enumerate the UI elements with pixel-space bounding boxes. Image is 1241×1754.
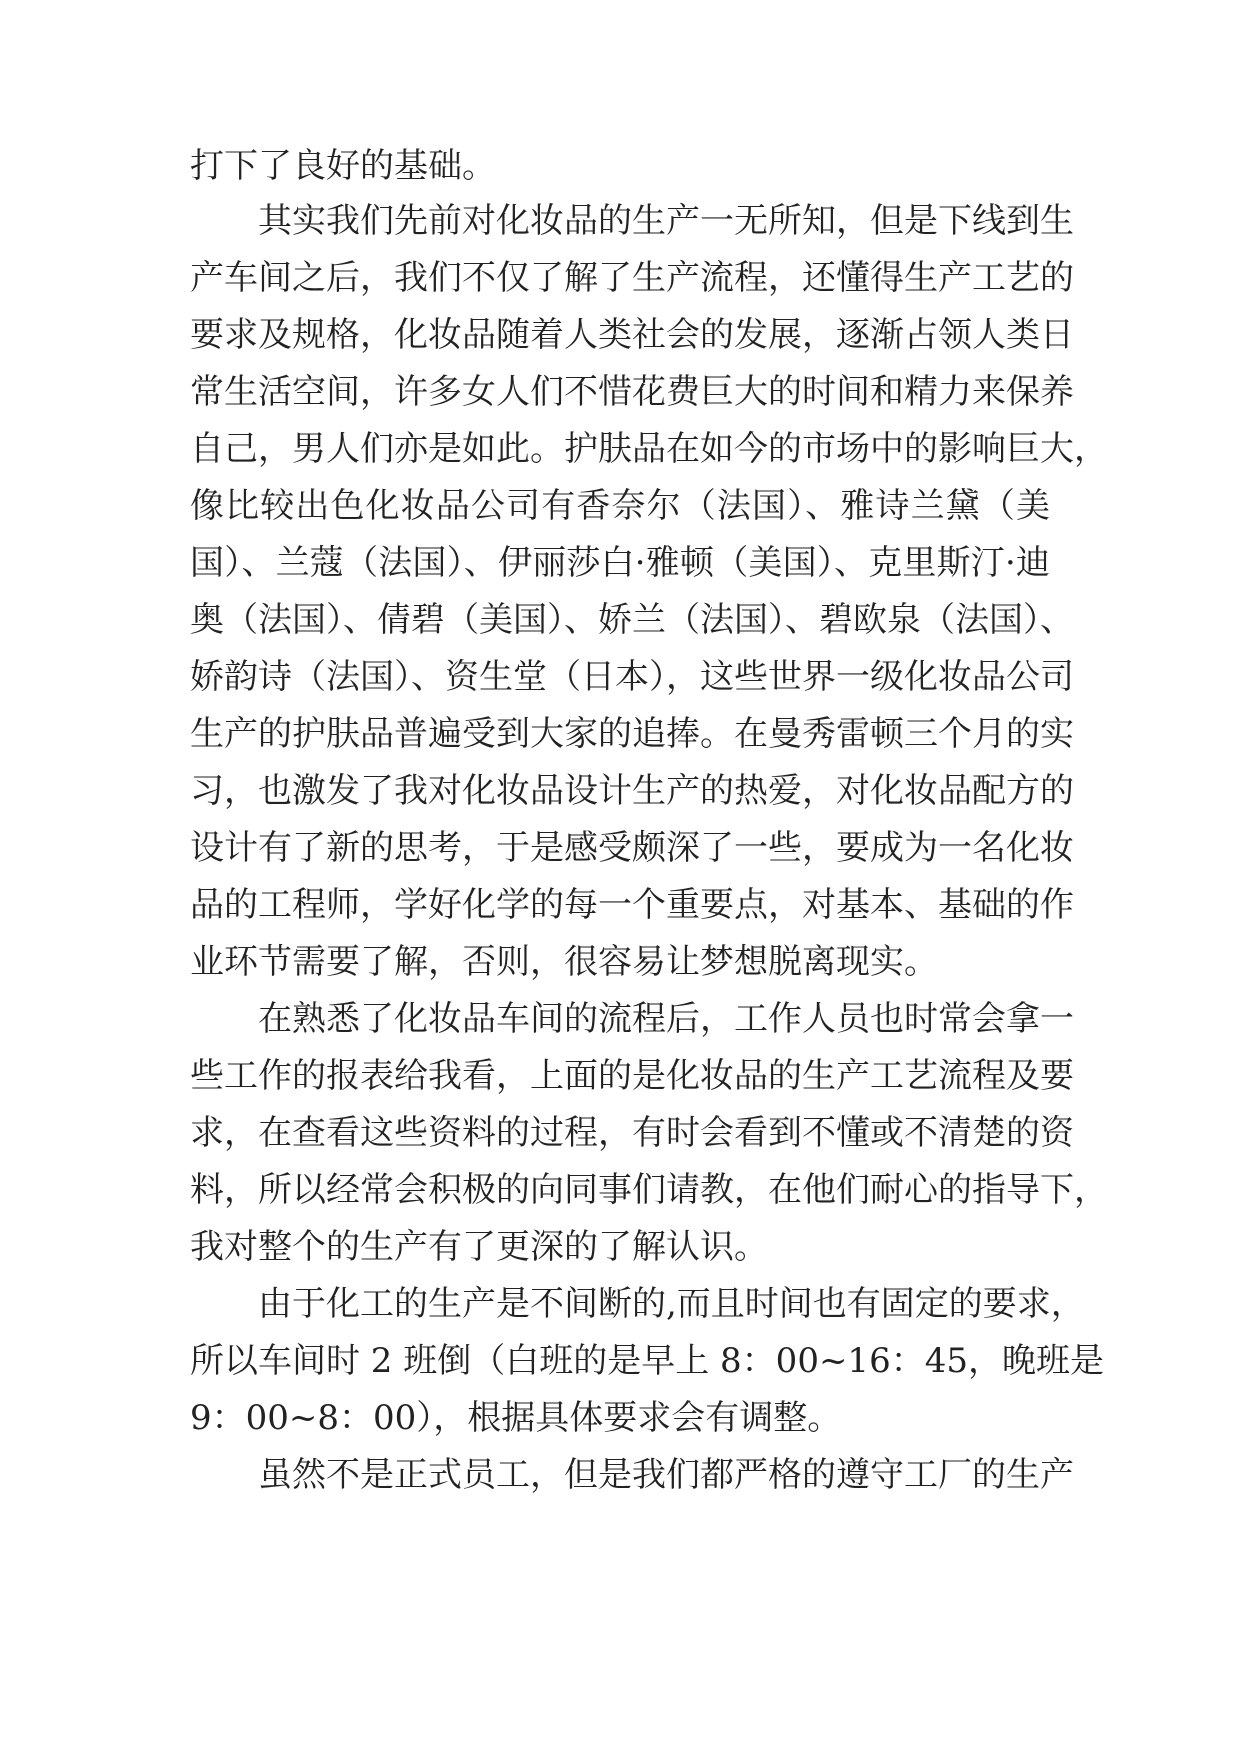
text-line: 常生活空间，许多女人们不惜花费巨大的时间和精力来保养	[190, 372, 1074, 412]
text-line: 产车间之后，我们不仅了解了生产流程，还懂得生产工艺的	[190, 258, 1074, 298]
text-line: 像比较出色化妆品公司有香奈尔（法国）、雅诗兰黛（美	[190, 486, 1050, 526]
text-line: 品的工程师，学好化学的每一个重要点，对基本、基础的作	[190, 885, 1074, 925]
text-line: 业环节需要了解，否则，很容易让梦想脱离现实。	[190, 942, 938, 982]
text-line: 在熟悉了化妆品车间的流程后，工作人员也时常会拿一	[258, 999, 1074, 1039]
text-line: 娇韵诗（法国）、资生堂（日本），这些世界一级化妆品公司	[190, 657, 1074, 697]
text-line: 自己，男人们亦是如此。护肤品在如今的市场中的影响巨大，	[190, 429, 1108, 469]
text-line: 9：00~8：00），根据具体要求会有调整。	[190, 1398, 842, 1438]
text-line: 要求及规格，化妆品随着人类社会的发展，逐渐占领人类日	[190, 315, 1074, 355]
text-line: 打下了良好的基础。	[190, 146, 496, 186]
text-line: 些工作的报表给我看，上面的是化妆品的生产工艺流程及要	[190, 1056, 1074, 1096]
text-line: 求，在查看这些资料的过程，有时会看到不懂或不清楚的资	[190, 1113, 1074, 1153]
text-line: 习，也激发了我对化妆品设计生产的热爱，对化妆品配方的	[190, 771, 1074, 811]
text-line: 生产的护肤品普遍受到大家的追捧。在曼秀雷顿三个月的实	[190, 714, 1074, 754]
text-line: 所以车间时 2 班倒（白班的是早上 8：00~16：45，晚班是	[190, 1341, 1104, 1381]
text-line: 其实我们先前对化妆品的生产一无所知，但是下线到生	[258, 201, 1074, 241]
text-line: 设计有了新的思考，于是感受颇深了一些，要成为一名化妆	[190, 828, 1074, 868]
text-line: 我对整个的生产有了更深的了解认识。	[190, 1227, 768, 1267]
text-line: 奥（法国）、倩碧（美国）、娇兰（法国）、碧欧泉（法国）、	[190, 600, 1074, 640]
text-line: 虽然不是正式员工，但是我们都严格的遵守工厂的生产	[258, 1455, 1074, 1495]
text-line: 料，所以经常会积极的向同事们请教，在他们耐心的指导下，	[190, 1170, 1108, 1210]
text-line: 由于化工的生产是不间断的,而且时间也有固定的要求，	[258, 1284, 1085, 1324]
text-line: 国）、兰蔻（法国）、伊丽莎白·雅顿（美国）、克里斯汀·迪	[190, 543, 1050, 583]
